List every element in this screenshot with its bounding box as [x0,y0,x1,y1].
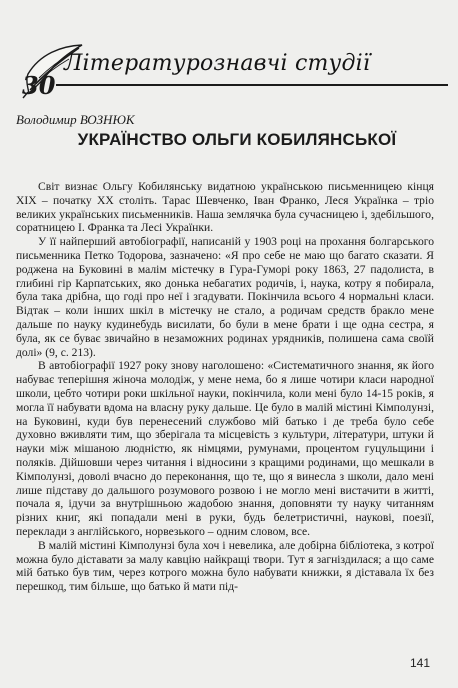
article-author: Володимир ВОЗНЮК [16,112,135,127]
article-body [16,180,434,594]
body-paragraph-4: В малій містині Кімполунзі була хоч і невелика, але добірна бібліотека, з котрої можна було діставати за малу кавцію найкращі твори. Тут я загніздилася; а що саме мій батько був тим, через котрого можна було набувати книжки, я діставала їх без перешкод, тим більше, що батько й мати під- [16,538,434,594]
section-header [16,40,436,110]
section-title: Літературознавчі студії [64,51,371,76]
section-number: 30 [22,71,56,100]
body-paragraph-2: У її найперший автобіографії, написаній у 1903 році на прохання болгарського письменника Петко Тодорова, зазначено: «Я про себе не маю що багато сказати. Я роджена на Буковині в малім містечку в Гура-Гуморі року 1863, 27 падолиста, в глибині гір Карпатських, яко донька небагатих родичів, і, наука, котру я побирала, була така дрібна, що годі про неї і згадувати. Покінчила всього 4 нормальні класи. Відтак – коли інших шкіл в містечку не стало, а родичам средств бракло мене дальше по науку кудинебудь висилати, бо були в мене брати і ще одна сестра, я була, як се буває звичайно в незаможних родинах урядників, полишена сама своїй долі» (9, с. 213). [16,235,434,359]
header-rule [56,84,448,86]
body-paragraph-1: Світ визнає Ольгу Кобилянську видатною українською письменницею кінця ХІХ – початку ХХ століть. Тарас Шевченко, Іван Франко, Леся Українка – тріо великих українських письменників. Наша землячка була сучасницею і, здебільшого, соратницею І. Франка та Лесі Українки. [16,180,434,235]
article-title: УКРАЇНСТВО ОЛЬГИ КОБИЛЯНСЬКОЇ [77,130,397,149]
page-number: 141 [409,656,430,670]
body-paragraph-3: В автобіографії 1927 року знову наголошено: «Систематичного знання, як його набуває теперішня жіноча молодіж, у мене нема, бо я лише чотири класи народної школи, цебто чотири роки шкільної науки, покінчила, коли мені було 14-15 років, я могла її набувати вдома на власну руку дальше. Це було в малій містині Кімполунзі, на Буковині, куди був перенесений службово мій батько і де треба було себе духовно вживляти тим, що зберігала та місцевість з культури, літератури, штуки й науки між мішаною людністю, як німцями, румунами, процентом гуцульщини і поляків. Дійшовши через читання і відносини з кращими родинами, що мешкали в Кімполунзі, доволі вчасно до переконання, що те, що я винесла з школи, дало мені лише підставу до дальшого розумового розвою і не могло мені вистачити в житті, почала я, ідучи за внутрішньою жадобою знання, доповняти ту науку читанням різних книг, які попадали мені в руки, будь белетристичні, наукові, поезії, переклади з англійського, норвезького – одним словом, все. [16,359,434,538]
